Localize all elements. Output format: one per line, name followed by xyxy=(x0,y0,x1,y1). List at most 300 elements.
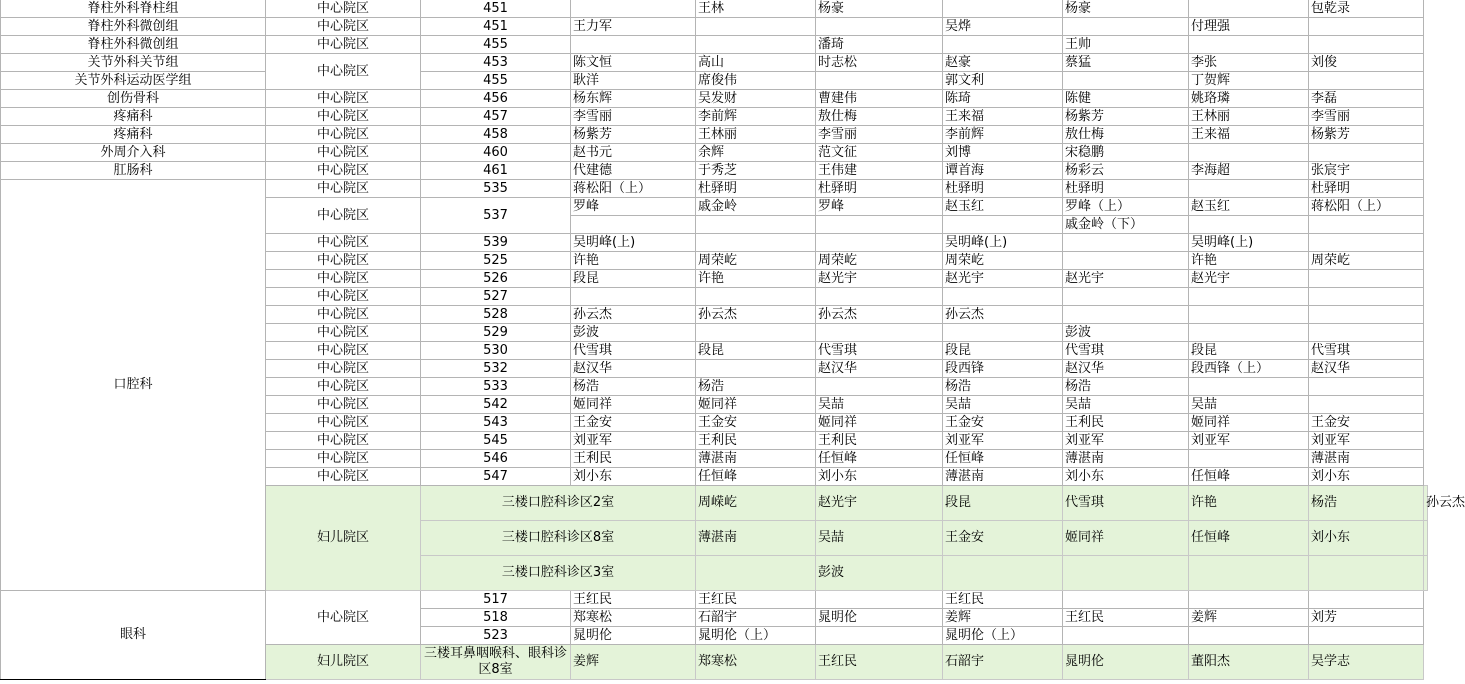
doctor-cell[interactable]: 席俊伟 xyxy=(696,72,816,90)
doctor-cell[interactable]: 罗峰 xyxy=(571,198,696,216)
doctor-cell[interactable]: 周荣屹 xyxy=(943,252,1063,270)
doctor-cell[interactable]: 赵汉华 xyxy=(816,360,943,378)
doctor-cell[interactable] xyxy=(1309,36,1424,54)
doctor-cell[interactable]: 吴喆 xyxy=(1063,396,1189,414)
doctor-cell[interactable]: 于秀芝 xyxy=(696,162,816,180)
room-cell[interactable]: 525 xyxy=(421,252,571,270)
doctor-cell[interactable] xyxy=(1063,591,1189,609)
doctor-cell[interactable]: 姬同祥 xyxy=(571,396,696,414)
doctor-cell[interactable]: 付理强 xyxy=(1189,18,1309,36)
room-cell[interactable]: 528 xyxy=(421,306,571,324)
dept-cell[interactable]: 关节外科运动医学组 xyxy=(1,72,266,90)
doctor-cell[interactable]: 潘琦 xyxy=(816,36,943,54)
doctor-cell[interactable]: 姬同祥 xyxy=(1189,414,1309,432)
doctor-cell[interactable] xyxy=(943,216,1063,234)
doctor-cell[interactable]: 周嵘屹 xyxy=(696,486,816,521)
doctor-cell[interactable]: 王林丽 xyxy=(696,126,816,144)
doctor-cell[interactable]: 孙云杰 xyxy=(1424,486,1428,521)
doctor-cell[interactable]: 孙云杰 xyxy=(571,306,696,324)
doctor-cell[interactable]: 赵光宇 xyxy=(943,270,1063,288)
doctor-cell[interactable]: 敖仕梅 xyxy=(1063,126,1189,144)
doctor-cell[interactable]: 段西锋（上） xyxy=(1189,360,1309,378)
doctor-cell[interactable] xyxy=(943,288,1063,306)
room-cell[interactable]: 537 xyxy=(421,198,571,234)
doctor-cell[interactable]: 孙云杰 xyxy=(943,306,1063,324)
campus-cell[interactable]: 中心院区 xyxy=(266,378,421,396)
dept-cell[interactable]: 脊柱外科微创组 xyxy=(1,36,266,54)
campus-cell[interactable]: 中心院区 xyxy=(266,396,421,414)
doctor-cell[interactable]: 赵玉红 xyxy=(1189,198,1309,216)
room-cell[interactable]: 455 xyxy=(421,36,571,54)
doctor-cell[interactable]: 张宸宇 xyxy=(1309,162,1424,180)
doctor-cell[interactable]: 郑寒松 xyxy=(696,645,816,680)
doctor-cell[interactable]: 许艳 xyxy=(571,252,696,270)
campus-cell[interactable]: 中心院区 xyxy=(266,180,421,198)
doctor-cell[interactable]: 周荣屹 xyxy=(696,252,816,270)
doctor-cell[interactable]: 吴烨 xyxy=(943,18,1063,36)
doctor-cell[interactable]: 杨浩 xyxy=(571,378,696,396)
doctor-cell[interactable]: 周荣屹 xyxy=(816,252,943,270)
dept-cell[interactable]: 口腔科 xyxy=(1,180,266,591)
doctor-cell[interactable] xyxy=(1309,144,1424,162)
doctor-cell[interactable]: 吴发财 xyxy=(696,90,816,108)
doctor-cell[interactable]: 郑寒松 xyxy=(571,609,696,627)
doctor-cell[interactable]: 戚金岭 xyxy=(696,198,816,216)
room-cell[interactable]: 532 xyxy=(421,360,571,378)
dept-cell[interactable]: 眼科 xyxy=(1,591,266,680)
doctor-cell[interactable]: 刘亚军 xyxy=(1309,432,1424,450)
doctor-cell[interactable]: 杜驿明 xyxy=(1063,180,1189,198)
campus-cell[interactable]: 中心院区 xyxy=(266,54,421,90)
doctor-cell[interactable]: 代雪琪 xyxy=(1063,342,1189,360)
doctor-cell[interactable]: 王来福 xyxy=(1189,126,1309,144)
doctor-cell[interactable]: 丁贺辉 xyxy=(1189,72,1309,90)
doctor-cell[interactable]: 王伟建 xyxy=(816,162,943,180)
doctor-cell[interactable]: 李前辉 xyxy=(943,126,1063,144)
doctor-cell[interactable]: 王红民 xyxy=(696,591,816,609)
doctor-cell[interactable] xyxy=(696,360,816,378)
doctor-cell[interactable] xyxy=(1309,72,1424,90)
doctor-cell[interactable]: 刘亚军 xyxy=(943,432,1063,450)
doctor-cell[interactable]: 王金安 xyxy=(943,414,1063,432)
doctor-cell[interactable]: 晁明伦 xyxy=(1063,645,1189,680)
room-cell[interactable]: 461 xyxy=(421,162,571,180)
doctor-cell[interactable]: 蔡猛 xyxy=(1063,54,1189,72)
campus-cell[interactable]: 中心院区 xyxy=(266,288,421,306)
dept-cell[interactable]: 疼痛科 xyxy=(1,126,266,144)
room-cell[interactable]: 517 xyxy=(421,591,571,609)
campus-cell[interactable]: 中心院区 xyxy=(266,414,421,432)
doctor-cell[interactable]: 陈健 xyxy=(1063,90,1189,108)
doctor-cell[interactable]: 王利民 xyxy=(1063,414,1189,432)
campus-cell[interactable]: 中心院区 xyxy=(266,90,421,108)
doctor-cell[interactable]: 杨东辉 xyxy=(571,90,696,108)
campus-cell[interactable]: 中心院区 xyxy=(266,36,421,54)
doctor-cell[interactable]: 刘小东 xyxy=(1309,521,1424,556)
doctor-cell[interactable] xyxy=(1189,324,1309,342)
doctor-cell[interactable] xyxy=(943,0,1063,18)
doctor-cell[interactable] xyxy=(1189,378,1309,396)
doctor-cell[interactable]: 杜驿明 xyxy=(943,180,1063,198)
doctor-cell[interactable]: 吴明峰(上) xyxy=(571,234,696,252)
doctor-cell[interactable] xyxy=(816,18,943,36)
doctor-cell[interactable]: 吴喆 xyxy=(816,396,943,414)
doctor-cell[interactable] xyxy=(943,36,1063,54)
room-cell[interactable]: 523 xyxy=(421,627,571,645)
doctor-cell[interactable]: 赵书元 xyxy=(571,144,696,162)
doctor-cell[interactable]: 许艳 xyxy=(696,270,816,288)
doctor-cell[interactable]: 晁明伦 xyxy=(571,627,696,645)
doctor-cell[interactable]: 段西锋 xyxy=(943,360,1063,378)
doctor-cell[interactable] xyxy=(816,72,943,90)
campus-cell[interactable]: 中心院区 xyxy=(266,324,421,342)
doctor-cell[interactable] xyxy=(1189,306,1309,324)
doctor-cell[interactable] xyxy=(571,288,696,306)
doctor-cell[interactable]: 李前辉 xyxy=(696,108,816,126)
doctor-cell[interactable] xyxy=(1309,216,1424,234)
doctor-cell[interactable] xyxy=(943,324,1063,342)
doctor-cell[interactable]: 刘小东 xyxy=(1309,468,1424,486)
doctor-cell[interactable]: 杨浩 xyxy=(1063,378,1189,396)
doctor-cell[interactable]: 刘小东 xyxy=(571,468,696,486)
doctor-cell[interactable]: 王红民 xyxy=(943,591,1063,609)
campus-cell[interactable]: 中心院区 xyxy=(266,108,421,126)
doctor-cell[interactable]: 王帅 xyxy=(1063,36,1189,54)
room-cell[interactable]: 527 xyxy=(421,288,571,306)
doctor-cell[interactable]: 姜辉 xyxy=(1189,609,1309,627)
doctor-cell[interactable]: 刘小东 xyxy=(1063,468,1189,486)
doctor-cell[interactable] xyxy=(1189,450,1309,468)
doctor-cell[interactable]: 杨浩 xyxy=(943,378,1063,396)
campus-cell[interactable]: 中心院区 xyxy=(266,342,421,360)
doctor-cell[interactable] xyxy=(696,18,816,36)
doctor-cell[interactable]: 王利民 xyxy=(696,432,816,450)
doctor-cell[interactable]: 段昆 xyxy=(696,342,816,360)
doctor-cell[interactable] xyxy=(816,234,943,252)
doctor-cell[interactable]: 王来福 xyxy=(943,108,1063,126)
doctor-cell[interactable]: 薄湛南 xyxy=(696,450,816,468)
doctor-cell[interactable] xyxy=(1063,556,1189,591)
doctor-cell[interactable]: 王金安 xyxy=(571,414,696,432)
doctor-cell[interactable]: 姬同祥 xyxy=(816,414,943,432)
dept-cell[interactable]: 创伤骨科 xyxy=(1,90,266,108)
doctor-cell[interactable] xyxy=(816,216,943,234)
room-cell[interactable]: 458 xyxy=(421,126,571,144)
doctor-cell[interactable] xyxy=(1063,72,1189,90)
doctor-cell[interactable]: 姬同祥 xyxy=(1063,521,1189,556)
doctor-cell[interactable]: 李海超 xyxy=(1189,162,1309,180)
dept-cell[interactable]: 外周介入科 xyxy=(1,144,266,162)
doctor-cell[interactable]: 罗峰 xyxy=(816,198,943,216)
doctor-cell[interactable] xyxy=(696,324,816,342)
dept-cell[interactable]: 肛肠科 xyxy=(1,162,266,180)
campus-cell[interactable]: 中心院区 xyxy=(266,0,421,18)
doctor-cell[interactable] xyxy=(816,288,943,306)
room-cell[interactable]: 456 xyxy=(421,90,571,108)
room-cell[interactable]: 451 xyxy=(421,0,571,18)
doctor-cell[interactable]: 姜辉 xyxy=(571,645,696,680)
doctor-cell[interactable]: 敖仕梅 xyxy=(816,108,943,126)
doctor-cell[interactable]: 杨紫芳 xyxy=(1309,126,1424,144)
room-cell[interactable]: 453 xyxy=(421,54,571,72)
doctor-cell[interactable] xyxy=(1189,627,1309,645)
doctor-cell[interactable]: 吴喆 xyxy=(1189,396,1309,414)
doctor-cell[interactable]: 代雪琪 xyxy=(816,342,943,360)
doctor-cell[interactable]: 刘亚军 xyxy=(1189,432,1309,450)
doctor-cell[interactable]: 晁明伦（上） xyxy=(943,627,1063,645)
doctor-cell[interactable]: 杨紫芳 xyxy=(1063,108,1189,126)
doctor-cell[interactable] xyxy=(1309,306,1424,324)
doctor-cell[interactable] xyxy=(1189,0,1309,18)
doctor-cell[interactable]: 段昆 xyxy=(943,486,1063,521)
room-cell[interactable]: 三楼口腔科诊区2室 xyxy=(421,486,696,521)
doctor-cell[interactable]: 王林丽 xyxy=(1189,108,1309,126)
room-cell[interactable]: 535 xyxy=(421,180,571,198)
room-cell[interactable]: 三楼口腔科诊区3室 xyxy=(421,556,696,591)
doctor-cell[interactable] xyxy=(1063,234,1189,252)
doctor-cell[interactable]: 刘亚军 xyxy=(571,432,696,450)
doctor-cell[interactable]: 赵光宇 xyxy=(1189,270,1309,288)
doctor-cell[interactable]: 宋稳鹏 xyxy=(1063,144,1189,162)
doctor-cell[interactable]: 段昆 xyxy=(943,342,1063,360)
doctor-cell[interactable] xyxy=(1424,556,1428,591)
doctor-cell[interactable] xyxy=(571,36,696,54)
doctor-cell[interactable]: 杨紫芳 xyxy=(571,126,696,144)
doctor-cell[interactable]: 赵豪 xyxy=(943,54,1063,72)
room-cell[interactable]: 546 xyxy=(421,450,571,468)
room-cell[interactable]: 526 xyxy=(421,270,571,288)
room-cell[interactable]: 457 xyxy=(421,108,571,126)
doctor-cell[interactable]: 刘亚军 xyxy=(1063,432,1189,450)
dept-cell[interactable]: 疼痛科 xyxy=(1,108,266,126)
doctor-cell[interactable]: 蒋松阳（上） xyxy=(571,180,696,198)
doctor-cell[interactable] xyxy=(1063,288,1189,306)
doctor-cell[interactable] xyxy=(1424,521,1428,556)
campus-cell[interactable]: 中心院区 xyxy=(266,306,421,324)
campus-cell[interactable]: 中心院区 xyxy=(266,252,421,270)
doctor-cell[interactable] xyxy=(1309,18,1424,36)
doctor-cell[interactable]: 耿洋 xyxy=(571,72,696,90)
doctor-cell[interactable]: 任恒峰 xyxy=(1189,521,1309,556)
doctor-cell[interactable]: 许艳 xyxy=(1189,486,1309,521)
doctor-cell[interactable]: 李磊 xyxy=(1309,90,1424,108)
doctor-cell[interactable]: 杨彩云 xyxy=(1063,162,1189,180)
dept-cell[interactable]: 脊柱外科微创组 xyxy=(1,18,266,36)
doctor-cell[interactable] xyxy=(1063,18,1189,36)
campus-cell[interactable]: 妇儿院区 xyxy=(266,486,421,591)
doctor-cell[interactable] xyxy=(1309,396,1424,414)
doctor-cell[interactable]: 段昆 xyxy=(1189,342,1309,360)
campus-cell[interactable]: 中心院区 xyxy=(266,270,421,288)
doctor-cell[interactable]: 谭首海 xyxy=(943,162,1063,180)
doctor-cell[interactable]: 王利民 xyxy=(571,450,696,468)
doctor-cell[interactable]: 范文征 xyxy=(816,144,943,162)
doctor-cell[interactable]: 赵光宇 xyxy=(816,486,943,521)
doctor-cell[interactable]: 薄湛南 xyxy=(1063,450,1189,468)
doctor-cell[interactable] xyxy=(1189,180,1309,198)
doctor-cell[interactable]: 石韶宇 xyxy=(696,609,816,627)
doctor-cell[interactable]: 赵玉红 xyxy=(943,198,1063,216)
doctor-cell[interactable] xyxy=(816,591,943,609)
doctor-cell[interactable] xyxy=(1309,378,1424,396)
room-cell[interactable]: 533 xyxy=(421,378,571,396)
doctor-cell[interactable]: 王林 xyxy=(696,0,816,18)
doctor-cell[interactable]: 王金安 xyxy=(1309,414,1424,432)
doctor-cell[interactable]: 姜辉 xyxy=(943,609,1063,627)
doctor-cell[interactable]: 吴喆 xyxy=(816,521,943,556)
doctor-cell[interactable] xyxy=(696,36,816,54)
room-cell[interactable]: 539 xyxy=(421,234,571,252)
doctor-cell[interactable]: 代建德 xyxy=(571,162,696,180)
doctor-cell[interactable]: 任恒峰 xyxy=(943,450,1063,468)
doctor-cell[interactable]: 彭波 xyxy=(571,324,696,342)
doctor-cell[interactable] xyxy=(1189,144,1309,162)
doctor-cell[interactable]: 董阳杰 xyxy=(1189,645,1309,680)
doctor-cell[interactable]: 杨豪 xyxy=(816,0,943,18)
doctor-cell[interactable]: 高山 xyxy=(696,54,816,72)
doctor-cell[interactable]: 刘小东 xyxy=(816,468,943,486)
doctor-cell[interactable]: 代雪琪 xyxy=(1309,342,1424,360)
doctor-cell[interactable]: 时志松 xyxy=(816,54,943,72)
doctor-cell[interactable] xyxy=(1063,252,1189,270)
doctor-cell[interactable]: 晁明伦（上） xyxy=(696,627,816,645)
doctor-cell[interactable]: 吴明峰(上) xyxy=(1189,234,1309,252)
doctor-cell[interactable]: 陈琦 xyxy=(943,90,1063,108)
doctor-cell[interactable] xyxy=(696,288,816,306)
campus-cell[interactable]: 中心院区 xyxy=(266,591,421,645)
doctor-cell[interactable]: 薄湛南 xyxy=(1309,450,1424,468)
doctor-cell[interactable] xyxy=(1063,306,1189,324)
room-cell[interactable]: 三楼口腔科诊区8室 xyxy=(421,521,696,556)
campus-cell[interactable]: 中心院区 xyxy=(266,468,421,486)
doctor-cell[interactable]: 彭波 xyxy=(816,556,943,591)
doctor-cell[interactable]: 刘博 xyxy=(943,144,1063,162)
doctor-cell[interactable] xyxy=(1189,591,1309,609)
campus-cell[interactable]: 中心院区 xyxy=(266,18,421,36)
doctor-cell[interactable] xyxy=(1309,627,1424,645)
doctor-cell[interactable]: 周荣屹 xyxy=(1309,252,1424,270)
doctor-cell[interactable]: 杜驿明 xyxy=(816,180,943,198)
doctor-cell[interactable]: 代雪琪 xyxy=(1063,486,1189,521)
doctor-cell[interactable]: 陈文恒 xyxy=(571,54,696,72)
doctor-cell[interactable]: 李张 xyxy=(1189,54,1309,72)
doctor-cell[interactable]: 王红民 xyxy=(1063,609,1189,627)
doctor-cell[interactable]: 吴学志 xyxy=(1309,645,1424,680)
room-cell[interactable]: 543 xyxy=(421,414,571,432)
dept-cell[interactable]: 脊柱外科脊柱组 xyxy=(1,0,266,18)
doctor-cell[interactable] xyxy=(1309,591,1424,609)
doctor-cell[interactable]: 薄湛南 xyxy=(696,521,816,556)
campus-cell[interactable]: 妇儿院区 xyxy=(266,645,421,680)
doctor-cell[interactable]: 余辉 xyxy=(696,144,816,162)
doctor-cell[interactable] xyxy=(816,627,943,645)
doctor-cell[interactable]: 李雪丽 xyxy=(816,126,943,144)
doctor-cell[interactable]: 李雪丽 xyxy=(571,108,696,126)
doctor-cell[interactable] xyxy=(1309,270,1424,288)
doctor-cell[interactable]: 王金安 xyxy=(696,414,816,432)
campus-cell[interactable]: 中心院区 xyxy=(266,162,421,180)
doctor-cell[interactable]: 代雪琪 xyxy=(571,342,696,360)
campus-cell[interactable]: 中心院区 xyxy=(266,360,421,378)
room-cell[interactable]: 547 xyxy=(421,468,571,486)
campus-cell[interactable]: 中心院区 xyxy=(266,450,421,468)
doctor-cell[interactable] xyxy=(1189,288,1309,306)
doctor-cell[interactable]: 杨浩 xyxy=(1309,486,1424,521)
doctor-cell[interactable]: 戚金岭（下） xyxy=(1063,216,1189,234)
doctor-cell[interactable] xyxy=(696,234,816,252)
doctor-cell[interactable]: 王利民 xyxy=(816,432,943,450)
campus-cell[interactable]: 中心院区 xyxy=(266,126,421,144)
doctor-cell[interactable]: 许艳 xyxy=(1189,252,1309,270)
doctor-cell[interactable]: 彭波 xyxy=(1063,324,1189,342)
doctor-cell[interactable]: 姚珞璘 xyxy=(1189,90,1309,108)
doctor-cell[interactable]: 赵光宇 xyxy=(1063,270,1189,288)
room-cell[interactable]: 451 xyxy=(421,18,571,36)
doctor-cell[interactable]: 晁明伦 xyxy=(816,609,943,627)
dept-cell[interactable]: 关节外科关节组 xyxy=(1,54,266,72)
doctor-cell[interactable]: 王红民 xyxy=(571,591,696,609)
campus-cell[interactable]: 中心院区 xyxy=(266,144,421,162)
doctor-cell[interactable]: 孙云杰 xyxy=(696,306,816,324)
doctor-cell[interactable] xyxy=(696,216,816,234)
doctor-cell[interactable] xyxy=(696,556,816,591)
doctor-cell[interactable]: 包乾录 xyxy=(1309,0,1424,18)
doctor-cell[interactable]: 任恒峰 xyxy=(1189,468,1309,486)
room-cell[interactable]: 545 xyxy=(421,432,571,450)
room-cell[interactable]: 三楼耳鼻咽喉科、眼科诊区8室 xyxy=(421,645,571,680)
doctor-cell[interactable] xyxy=(1189,556,1309,591)
doctor-cell[interactable]: 李雪丽 xyxy=(1309,108,1424,126)
doctor-cell[interactable]: 王力军 xyxy=(571,18,696,36)
doctor-cell[interactable]: 郭文利 xyxy=(943,72,1063,90)
doctor-cell[interactable]: 赵光宇 xyxy=(816,270,943,288)
doctor-cell[interactable]: 赵汉华 xyxy=(1309,360,1424,378)
doctor-cell[interactable] xyxy=(1309,324,1424,342)
doctor-cell[interactable]: 段昆 xyxy=(571,270,696,288)
doctor-cell[interactable] xyxy=(1309,288,1424,306)
doctor-cell[interactable]: 王红民 xyxy=(816,645,943,680)
doctor-cell[interactable]: 杜驿明 xyxy=(1309,180,1424,198)
doctor-cell[interactable] xyxy=(571,216,696,234)
doctor-cell[interactable]: 罗峰（上） xyxy=(1063,198,1189,216)
doctor-cell[interactable] xyxy=(816,378,943,396)
doctor-cell[interactable]: 赵汉华 xyxy=(571,360,696,378)
room-cell[interactable]: 529 xyxy=(421,324,571,342)
doctor-cell[interactable]: 石韶宇 xyxy=(943,645,1063,680)
doctor-cell[interactable]: 任恒峰 xyxy=(696,468,816,486)
doctor-cell[interactable]: 刘芳 xyxy=(1309,609,1424,627)
doctor-cell[interactable]: 孙云杰 xyxy=(816,306,943,324)
room-cell[interactable]: 542 xyxy=(421,396,571,414)
doctor-cell[interactable] xyxy=(1309,234,1424,252)
doctor-cell[interactable] xyxy=(571,0,696,18)
doctor-cell[interactable] xyxy=(943,556,1063,591)
doctor-cell[interactable]: 姬同祥 xyxy=(696,396,816,414)
doctor-cell[interactable]: 薄湛南 xyxy=(943,468,1063,486)
room-cell[interactable]: 455 xyxy=(421,72,571,90)
room-cell[interactable]: 530 xyxy=(421,342,571,360)
doctor-cell[interactable]: 杜驿明 xyxy=(696,180,816,198)
doctor-cell[interactable]: 杨浩 xyxy=(696,378,816,396)
campus-cell[interactable]: 中心院区 xyxy=(266,198,421,234)
doctor-cell[interactable]: 王金安 xyxy=(943,521,1063,556)
doctor-cell[interactable]: 吴喆 xyxy=(943,396,1063,414)
doctor-cell[interactable] xyxy=(1189,36,1309,54)
room-cell[interactable]: 518 xyxy=(421,609,571,627)
doctor-cell[interactable]: 杨豪 xyxy=(1063,0,1189,18)
doctor-cell[interactable] xyxy=(816,324,943,342)
doctor-cell[interactable]: 赵汉华 xyxy=(1063,360,1189,378)
